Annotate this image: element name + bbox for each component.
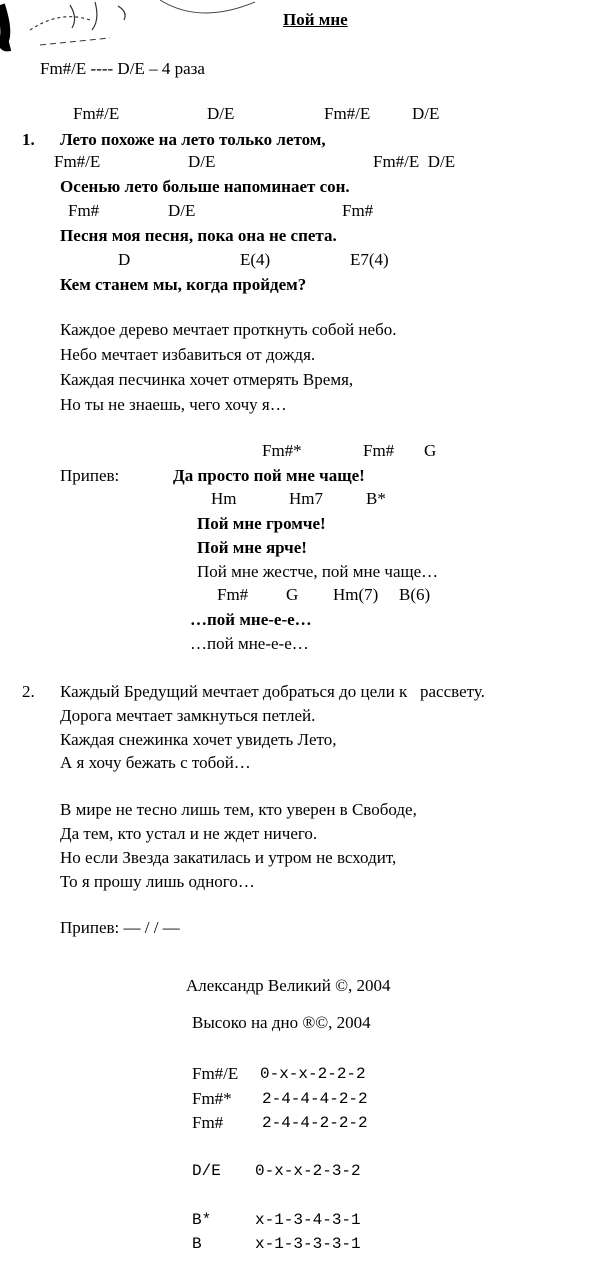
chorus-line: Пой мне жестче, пой мне чаще… [197,562,439,581]
chord: D/E [207,104,235,123]
chord-frets: x-1-3-3-3-1 [255,1235,361,1253]
chord-name: B* [192,1211,212,1229]
chord: Fm#/E [54,152,101,171]
chord-name: D/E [192,1162,221,1180]
verse-number: 1. [22,130,35,149]
chord: E(4) [240,250,271,269]
chord: G [286,585,299,604]
chord: Fm#* [262,441,302,460]
lyric-line: В мире не тесно лишь тем, кто уверен в Свободе, [60,800,417,819]
chord-name: B [192,1235,202,1253]
chord: Hm7 [289,489,323,508]
chorus-line: Пой мне громче! [197,514,326,533]
chord: Hm(7) [333,585,379,604]
lyric-line: То я прошу лишь одного… [60,872,255,891]
chord: Fm#/E D/E [373,152,456,171]
lyric-line: Но если Звезда закатилась и утром не всходит, [60,848,397,867]
verse-number: 2. [22,682,35,701]
chord-frets: 2-4-4-2-2-2 [262,1114,368,1132]
chord: D/E [188,152,216,171]
chord: D/E [412,104,440,123]
chord: Fm# [342,201,374,220]
chord-name: Fm#* [192,1089,232,1108]
chord: Fm#/E [324,104,371,123]
chord: Fm# [363,441,395,460]
lyric-line: Но ты не знаешь, чего хочу я… [60,395,287,414]
lyric-line: Да тем, кто устал и не ждет ничего. [60,824,318,843]
lyric-line: Песня моя песня, пока она не спета. [60,226,337,245]
chord-frets: 0-x-x-2-2-2 [260,1065,366,1083]
author-credit: Александр Великий ©, 2004 [186,976,391,995]
chorus-line: Да просто пой мне чаще! [173,466,365,485]
chord: D/E [168,201,196,220]
lyric-line: Каждая песчинка хочет отмерять Время, [60,370,354,389]
chord: B* [366,489,386,508]
intro-line: Fm#/E ---- D/E – 4 раза [40,59,205,78]
chorus-line: Пой мне ярче! [197,538,307,557]
chorus-line: …пой мне-е-е… [190,634,309,653]
chord: Fm# [68,201,100,220]
lyric-line: Каждая снежинка хочет увидеть Лето, [60,730,337,749]
chord: E7(4) [350,250,389,269]
chorus-line: …пой мне-е-е… [190,610,312,629]
album-credit: Высоко на дно ®©, 2004 [192,1013,371,1032]
chord: Fm#/E [73,104,120,123]
song-title: Пой мне [283,10,348,29]
chord-name: Fm#/E [192,1064,239,1083]
chord: B(6) [399,585,431,604]
lyric-line: Каждое дерево мечтает проткнуть собой небо. [60,320,397,339]
lyric-line: Осенью лето больше напоминает сон. [60,177,350,196]
chord-name: Fm# [192,1113,224,1132]
chord-frets: 0-x-x-2-3-2 [255,1162,361,1180]
chord-frets: x-1-3-4-3-1 [255,1211,361,1229]
chord: Hm [211,489,237,508]
chorus-repeat: Припев: — / / — [60,918,180,937]
lyric-line: А я хочу бежать с тобой… [60,753,251,772]
lyric-line: Каждый Бредущий мечтает добраться до цели к рассвету. [60,682,485,701]
lyric-line: Кем станем мы, когда пройдем? [60,275,307,294]
chord-frets: 2-4-4-4-2-2 [262,1090,368,1108]
handwritten-scribble [0,0,260,60]
lyric-line: Лето похоже на лето только летом, [60,130,326,149]
lyric-line: Небо мечтает избавиться от дождя. [60,345,316,364]
lyric-line: Дорога мечтает замкнуться петлей. [60,706,316,725]
chord: G [424,441,437,460]
chord: D [118,250,131,269]
chord: Fm# [217,585,249,604]
chorus-label: Припев: [60,466,120,485]
